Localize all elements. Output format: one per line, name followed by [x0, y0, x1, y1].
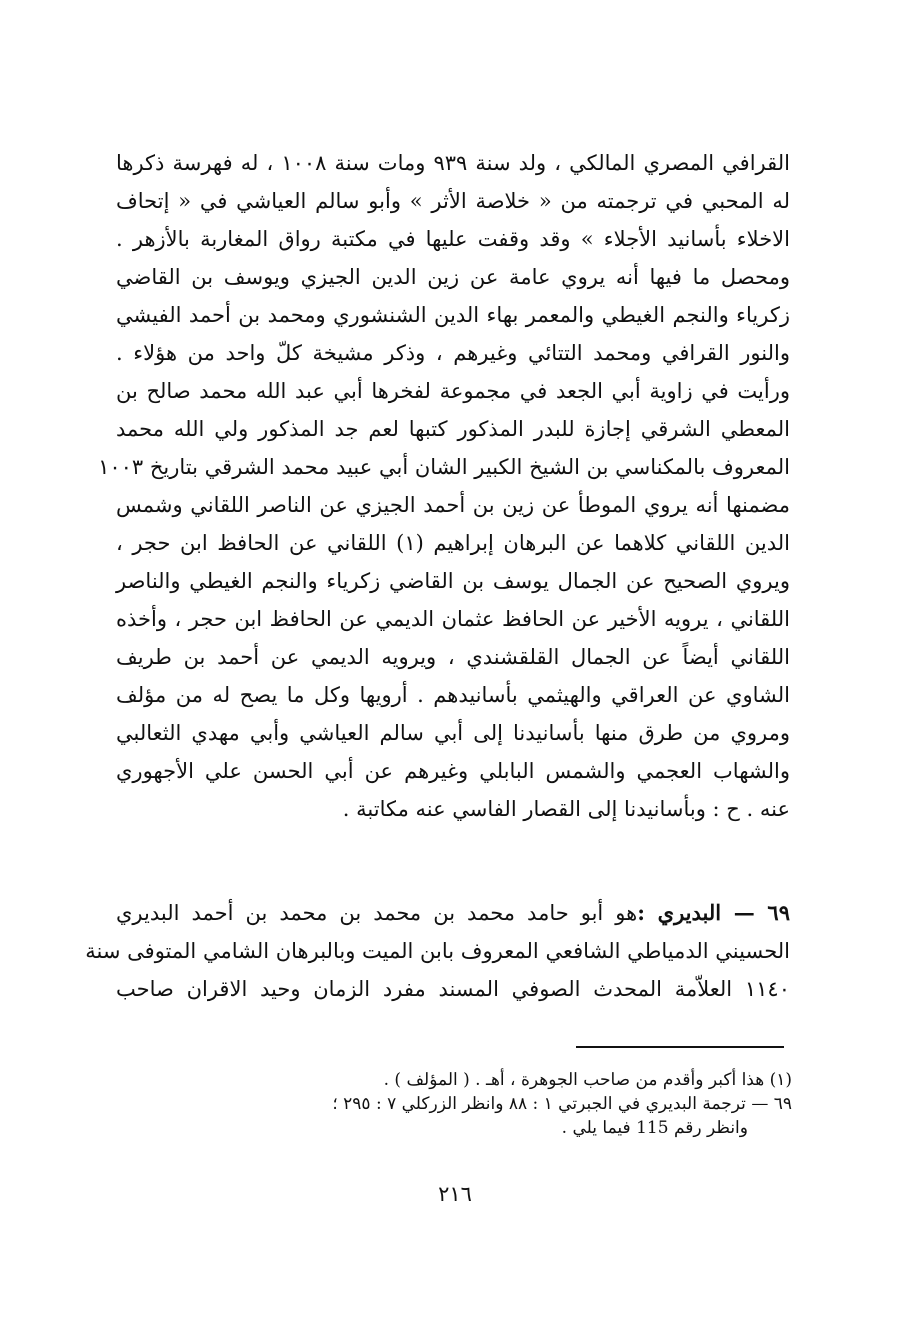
footnote-1: (١) هذا أكبر وأقدم من صاحب الجوهرة ، أهـ . ( المؤلف ) . [383, 1070, 792, 1090]
text-line: زكرياء والنجم الغيطي والمعمر بهاء الدين الشنشوري ومحمد بن أحمد الفيشي [116, 303, 790, 327]
main-paragraph [98, 144, 790, 828]
text-line: والشهاب العجمي والشمس البابلي وغيرهم عن أبي الحسن علي الأجهوري [116, 759, 790, 783]
text-line: الاخلاء بأسانيد الأجلاء » وقد وقفت عليها في مكتبة رواق المغاربة بالأزهر . [116, 227, 790, 251]
text-line: الحسيني الدمياطي الشافعي المعروف بابن الميت وبالبرهان الشامي المتوفى سنة [85, 939, 790, 963]
text-line: ويروي الصحيح عن الجمال يوسف بن القاضي زكرياء والنجم الغيطي والناصر [116, 569, 790, 593]
text-line: له المحبي في ترجمته من « خلاصة الأثر » وأبو سالم العياشي في « إتحاف [116, 189, 790, 213]
entry-heading: ٦٩ — البديري : [637, 900, 790, 925]
text-line: المعطي الشرقي إجازة للبدر المذكور كتبها لعم جد المذكور ولي الله محمد [116, 417, 790, 441]
text-line: ورأيت في زاوية أبي الجعد في مجموعة لفخرها أبي عبد الله محمد صالح بن [116, 379, 790, 403]
text-line: الدين اللقاني كلاهما عن البرهان إبراهيم (١) اللقاني عن الحافظ ابن حجر ، [116, 531, 790, 555]
entry-first-line [116, 894, 790, 932]
footnote-69-continued: وانظر رقم 115 فيما يلي . [561, 1118, 748, 1138]
text-line: القرافي المصري المالكي ، ولد سنة ٩٣٩ ومات سنة ١٠٠٨ ، له فهرسة ذكرها [116, 151, 790, 175]
entry-text: هو أبو حامد محمد بن محمد بن محمد بن أحمد البديري [116, 901, 638, 925]
text-line: اللقاني أيضاً عن الجمال القلقشندي ، ويرويه الديمي عن أحمد بن طريف [116, 645, 790, 669]
text-line: ومحصل ما فيها أنه يروي عامة عن زين الدين الجيزي ويوسف بن القاضي [116, 265, 790, 289]
footnotes [150, 1068, 792, 1140]
entry-69 [85, 894, 790, 1008]
text-line: والنور القرافي ومحمد التتائي وغيرهم ، وذكر مشيخة كلّ واحد من هؤلاء . [116, 341, 790, 365]
text-line: ١١٤٠ العلاّمة المحدث الصوفي المسند مفرد الزمان وحيد الاقران صاحب [116, 977, 790, 1001]
text-line: اللقاني ، يرويه الأخير عن الحافظ عثمان الديمي عن الحافظ ابن حجر ، وأخذه [116, 607, 790, 631]
footnote-69: ٦٩ — ترجمة البديري في الجبرتي ١ : ٨٨ وانظر الزركلي ٧ : ٢٩٥ ؛ [332, 1094, 792, 1114]
text-line: مضمنها أنه يروي الموطأ عن زين بن أحمد الجيزي عن الناصر اللقاني وشمس [116, 493, 790, 517]
page-number: ٢١٦ [438, 1182, 472, 1206]
text-line: الشاوي عن العراقي والهيثمي بأسانيدهم . أرويها وكل ما يصح له من مؤلف [116, 683, 790, 707]
text-line: ومروي من طرق منها بأسانيدنا إلى أبي سالم العياشي وأبي مهدي الثعالبي [116, 721, 790, 745]
footnote-separator [576, 1046, 784, 1048]
text-line: المعروف بالمكناسي بن الشيخ الكبير الشان أبي عبيد محمد الشرقي بتاريخ ١٠٠٣ [98, 455, 790, 479]
text-line: عنه . ح : وبأسانيدنا إلى القصار الفاسي عنه مكاتبة . [342, 797, 790, 821]
